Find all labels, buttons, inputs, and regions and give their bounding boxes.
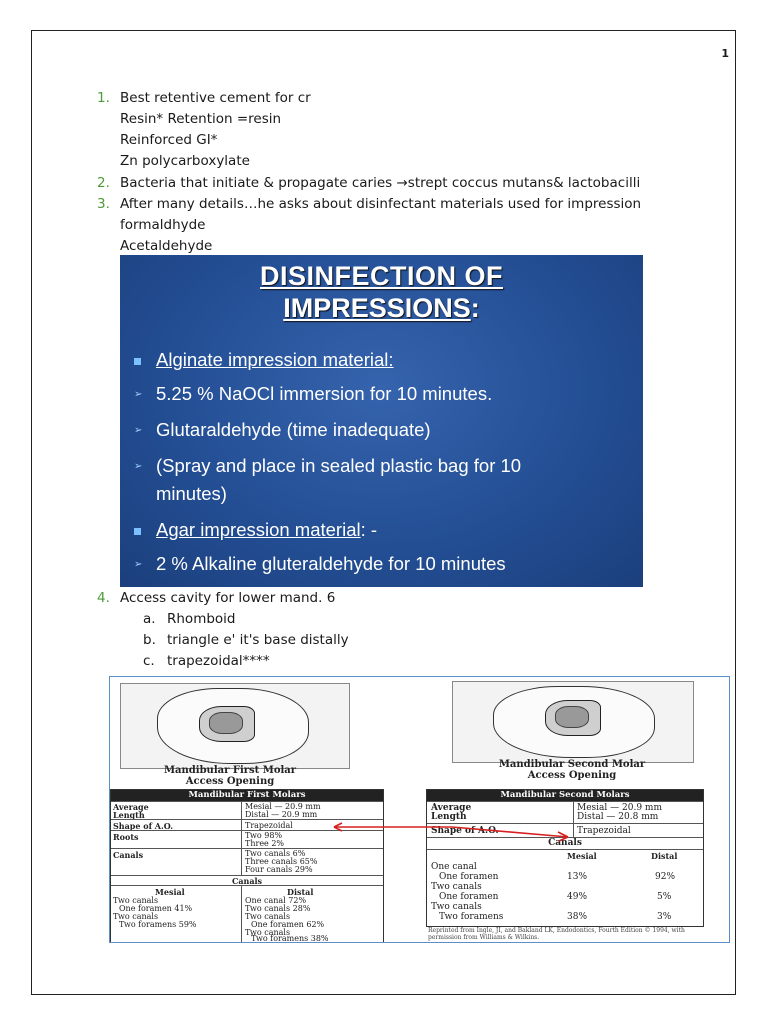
second-molar-caption-line-2: Access Opening <box>527 770 617 781</box>
arrow-bullet-icon: ➢ <box>134 559 143 570</box>
table-cell: Two canals 6% Three canals 65% Four canals 29% <box>245 849 318 874</box>
slide-bullet-1: Alginate impression material: <box>156 349 394 370</box>
canals-subheader: Canals <box>548 838 582 848</box>
table-cell: One foramen <box>439 892 499 902</box>
q3-number: 3. <box>97 196 110 212</box>
square-bullet-icon <box>134 358 141 365</box>
option-text: trapezoidal**** <box>167 653 270 669</box>
q3-line-2: formaldhyde <box>120 217 206 233</box>
table-cell: One foramen 41% <box>119 904 193 913</box>
distal-head: Distal <box>651 851 678 861</box>
canals-subheader: Canals <box>231 876 263 886</box>
table-cell: Canals <box>113 850 144 860</box>
arrow-bullet-icon: ➢ <box>134 461 143 472</box>
table-cell: Mesial — 20.9 mm Distal — 20.8 mm <box>577 803 662 822</box>
table-cell: 92% <box>655 872 676 882</box>
table-cell: One canal 72% <box>245 896 307 905</box>
slide-bullet-7: 2 % Alkaline gluteraldehyde for 10 minutes <box>156 553 506 574</box>
table-cell: Two canals <box>113 896 159 905</box>
second-molar-caption <box>462 759 682 781</box>
table-cell: Average Length <box>113 802 149 820</box>
arrow-bullet-icon: ➢ <box>134 389 143 400</box>
arrow-bullet-icon: ➢ <box>134 425 143 436</box>
table-row <box>111 801 383 820</box>
slide-bullet-6-suffix: : - <box>360 519 378 540</box>
slide-bullet-6-text: Agar impression material <box>156 519 361 540</box>
red-double-arrow-icon <box>332 821 572 845</box>
table-cell: Mesial — 20.9 mm Distal — 20.9 mm <box>245 802 321 819</box>
table-cell: One foramen 62% <box>251 920 325 929</box>
table-cell: Trapezoidal <box>577 826 631 836</box>
second-molar-caption-line-1: Mandibular Second Molar <box>498 759 646 770</box>
table-row <box>111 885 383 942</box>
table-cell: Average Length <box>431 803 472 822</box>
slide-title-line-1: DISINFECTION OF <box>260 261 503 291</box>
table-cell: Two canals 28% <box>245 904 311 913</box>
table-cell: Shape of A.O. <box>113 821 174 831</box>
table-cell: 38% <box>567 912 588 922</box>
table-cell: Two foramens <box>439 912 504 922</box>
mesial-head: Mesial <box>567 851 597 861</box>
q1-line-1: Best retentive cement for cr <box>120 90 311 106</box>
q2-number: 2. <box>97 175 110 191</box>
table-cell: Two canals <box>113 912 159 921</box>
table-cell: 3% <box>657 912 672 922</box>
slide-bullet-5: minutes) <box>156 483 227 504</box>
page-number: 1 <box>721 47 729 60</box>
first-molar-table-header: Mandibular First Molars <box>111 790 383 801</box>
table-divider <box>241 886 242 942</box>
option-letter: b. <box>143 632 156 648</box>
disinfection-slide <box>120 255 643 587</box>
q1-line-2: Resin* Retention =resin <box>120 111 282 127</box>
first-molar-illustration-frame <box>120 683 350 769</box>
option-text: triangle e' it's base distally <box>167 632 349 648</box>
q3-line-3: Acetaldehyde <box>120 238 213 254</box>
q1-line-3: Reinforced GI* <box>120 132 218 148</box>
reprint-note: Reprinted from Ingle, JI, and Bakland LK, Endodontics, Fourth Edition © 1994, with permission from Williams & Wilkins. <box>428 927 685 941</box>
mesial-head: Mesial <box>155 887 185 897</box>
table-cell: Two 98% Three 2% <box>245 831 285 848</box>
first-molar-table <box>110 789 384 943</box>
option-letter: a. <box>143 611 156 627</box>
first-molar-caption-line-2: Access Opening <box>185 776 275 787</box>
first-molar-caption-line-1: Mandibular First Molar <box>163 765 297 776</box>
table-cell: One foramen <box>439 872 499 882</box>
q2-text: Bacteria that initiate & propagate caries →strept coccus mutans& lactobacilli <box>120 175 641 191</box>
first-molar-caption <box>130 765 330 787</box>
table-cell: Two foramens 59% <box>119 920 197 929</box>
distal-head: Distal <box>287 887 314 897</box>
slide-bullet-6 <box>156 519 377 541</box>
slide-title-line-2 <box>120 293 643 324</box>
table-cell: 49% <box>567 892 588 902</box>
slide-title-colon: : <box>470 293 480 323</box>
option-letter: c. <box>143 653 155 669</box>
slide-bullet-4: (Spray and place in sealed plastic bag for 10 <box>156 455 522 476</box>
slide-title-word: IMPRESSIONS <box>283 293 471 323</box>
table-cell: Shape of A.O. <box>431 826 499 836</box>
table-cell: Two foramens 38% <box>251 934 329 943</box>
q1-line-4: Zn polycarboxylate <box>120 153 250 169</box>
table-cell: 13% <box>567 872 588 882</box>
q1-number: 1. <box>97 90 110 106</box>
molar-access-figure <box>109 676 730 943</box>
table-cell: Two canals <box>431 882 482 892</box>
table-cell: One canal <box>431 862 477 872</box>
q3-line-1: After many details…he asks about disinfectant materials used for impression <box>120 196 642 212</box>
table-cell: 5% <box>657 892 672 902</box>
square-bullet-icon <box>134 528 141 535</box>
slide-bullet-2: 5.25 % NaOCl immersion for 10 minutes. <box>156 383 493 404</box>
q4-text: Access cavity for lower mand. 6 <box>120 590 336 606</box>
q4-number: 4. <box>97 590 110 606</box>
slide-bullet-3: Glutaraldehyde (time inadequate) <box>156 419 431 440</box>
table-cell: Two canals <box>431 902 482 912</box>
option-text: Rhomboid <box>167 611 236 627</box>
second-molar-illustration-frame <box>452 681 694 763</box>
pulp-chamber-icon <box>209 712 243 734</box>
table-row <box>111 848 383 876</box>
table-cell: Roots <box>113 832 139 842</box>
table-row <box>427 849 703 926</box>
table-cell: Two canals <box>245 928 291 937</box>
pulp-chamber-icon <box>555 706 589 728</box>
table-cell: Trapezoidal <box>245 821 293 830</box>
second-molar-table <box>426 789 704 927</box>
second-molar-table-header: Mandibular Second Molars <box>427 790 703 801</box>
table-cell: Two canals <box>245 912 291 921</box>
